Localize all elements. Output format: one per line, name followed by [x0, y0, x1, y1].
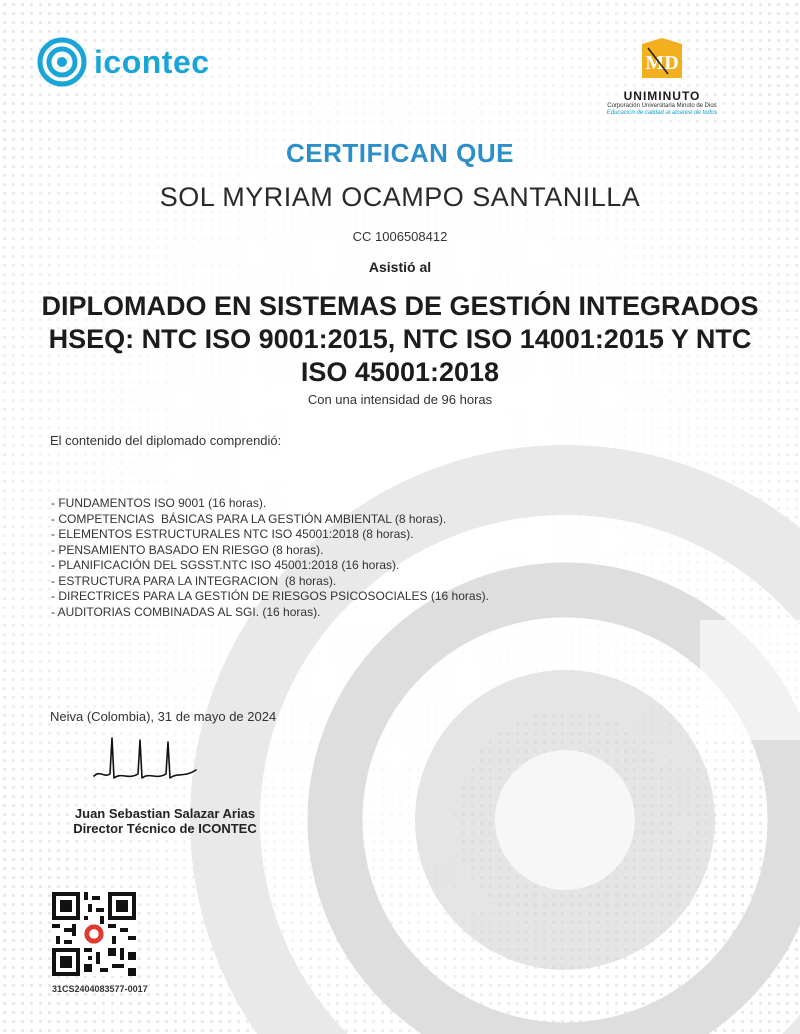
uniminuto-name: UNIMINUTO — [623, 89, 701, 103]
icontec-logo — [36, 36, 210, 88]
course-intensity: Con una intensidad de 96 horas — [307, 392, 493, 407]
content-intro: El contenido del diplomado comprendió: — [50, 433, 282, 448]
place-date: Neiva (Colombia), 31 de mayo de 2024 — [50, 709, 277, 724]
certificate-heading: CERTIFICAN QUE — [286, 138, 514, 168]
signer-title: Director Técnico de ICONTEC — [73, 821, 257, 836]
signature-icon — [88, 734, 208, 794]
topic-item: - ELEMENTOS ESTRUCTURALES NTC ISO 45001:2018 (8 horas). — [51, 527, 414, 541]
icontec-logo-icon — [36, 36, 88, 88]
signer-block — [50, 806, 280, 836]
qr-code-icon[interactable] — [52, 892, 136, 976]
topic-item: - PENSAMIENTO BASADO EN RIESGO (8 horas). — [51, 542, 324, 557]
topics-list — [51, 496, 489, 620]
certificate-code: 31CS2404083577-0017 — [52, 984, 148, 994]
uniminuto-logo-icon — [638, 38, 686, 82]
recipient-id: CC 1006508412 — [352, 229, 448, 244]
topic-item: - PLANIFICACIÓN DEL SGSST.NTC ISO 45001:2018 (16 horas). — [51, 558, 400, 572]
uniminuto-mark-text: MD — [645, 52, 679, 74]
recipient-name: SOL MYRIAM OCAMPO SANTANILLA — [159, 182, 641, 212]
topic-item: - AUDITORIAS COMBINADAS AL SGI. (16 horas). — [51, 604, 321, 619]
topic-item: - DIRECTRICES PARA LA GESTIÓN DE RIESGOS PSICOSOCIALES (16 horas). — [51, 589, 489, 603]
topic-item: - COMPETENCIAS BÁSICAS PARA LA GESTIÓN AMBIENTAL (8 horas). — [51, 511, 447, 526]
uniminuto-tagline: Educación de calidad al alcance de todos — [606, 110, 718, 116]
uniminuto-subtitle: Corporación Universitaria Minuto de Dios — [607, 103, 717, 109]
course-title: DIPLOMADO EN SISTEMAS DE GESTIÓN INTEGRADOS HSEQ: NTC ISO 9001:2015, NTC ISO 14001:2015 Y NTC ISO 45001:2018 — [41, 291, 759, 387]
topic-item: - FUNDAMENTOS ISO 9001 (16 horas). — [51, 496, 267, 510]
attended-label: Asistió al — [368, 259, 432, 275]
topic-item: - ESTRUCTURA PARA LA INTEGRACION (8 horas). — [51, 573, 337, 588]
icontec-wordmark: icontec — [94, 43, 210, 80]
uniminuto-logo — [592, 38, 732, 117]
signer-name: Juan Sebastian Salazar Arias — [74, 806, 256, 821]
